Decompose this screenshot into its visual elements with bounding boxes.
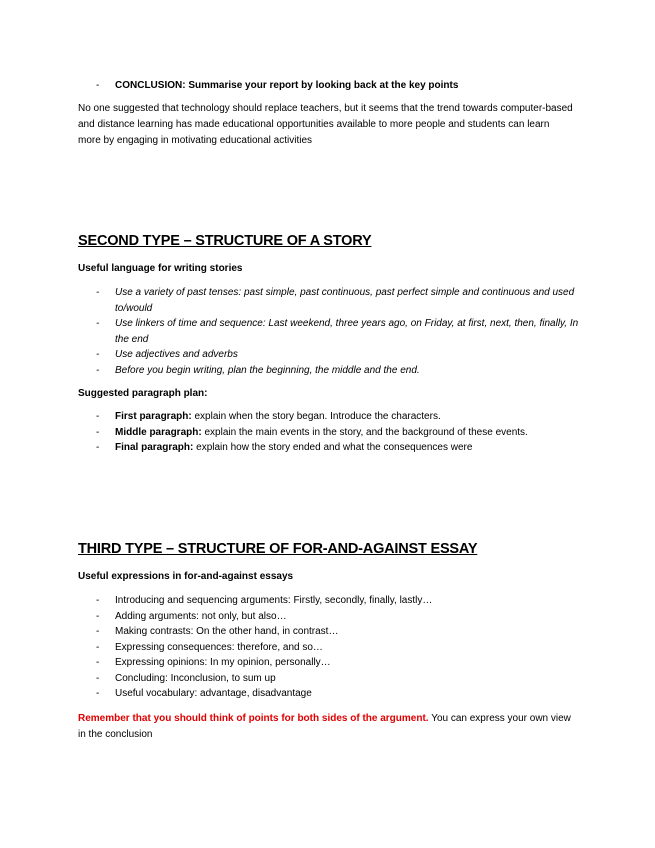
bullet-dash: - xyxy=(96,610,100,622)
story-section xyxy=(78,232,578,250)
language-item-text: Before you begin writing, plan the beginning, the middle and the end. xyxy=(115,364,420,376)
plan-item-text: explain when the story began. Introduce the characters. xyxy=(194,411,441,422)
expression-text: Useful vocabulary: advantage, disadvantage xyxy=(115,688,312,699)
essay-expressions-block xyxy=(78,570,578,584)
bullet-dash: - xyxy=(96,595,100,606)
conclusion-text: Summarise your report by looking back at the key points xyxy=(188,80,459,91)
story-plan-title: Suggested paragraph plan: xyxy=(78,388,208,399)
essay-expressions-title: Useful expressions in for-and-against essays xyxy=(78,571,294,582)
expression-text: Concluding: Inconclusion, to sum up xyxy=(115,672,276,684)
list-item xyxy=(78,78,578,94)
list-item xyxy=(78,671,578,687)
story-language-block xyxy=(78,262,578,276)
bullet-dash: - xyxy=(96,641,100,653)
list-item xyxy=(78,655,578,671)
language-item-text: Use a variety of past tenses: past simple, past continuous, past perfect simple and continuous and used to/would xyxy=(115,287,575,314)
essay-expressions-list xyxy=(78,593,578,702)
plan-item-label: Middle paragraph: xyxy=(115,426,202,438)
bullet-dash: - xyxy=(96,411,100,422)
bullet-dash: - xyxy=(96,672,100,684)
list-item xyxy=(78,425,598,441)
bullet-dash: - xyxy=(96,657,100,668)
conclusion-label: CONCLUSION: xyxy=(115,80,186,91)
conclusion-paragraph-block xyxy=(78,101,573,149)
list-item xyxy=(78,285,588,316)
conclusion-section xyxy=(78,78,578,94)
bullet-dash: - xyxy=(96,318,100,329)
conclusion-paragraph: No one suggested that technology should replace teachers, but it seems that the trend towards computer-based and distance learning has made educational opportunities available to more people and students can learn more by engaging in motivating educational activities xyxy=(78,103,573,146)
essay-note-rest: You can express your own view in the conclusion xyxy=(78,713,571,740)
plan-item-label: Final paragraph: xyxy=(115,442,194,453)
story-language-list xyxy=(78,285,588,378)
list-item xyxy=(78,363,588,379)
plan-item-text: explain how the story ended and what the consequences were xyxy=(196,442,473,453)
plan-item-label: First paragraph: xyxy=(115,411,192,422)
list-item xyxy=(78,609,578,625)
expression-text: Introducing and sequencing arguments: Firstly, secondly, finally, lastly… xyxy=(115,595,433,606)
story-plan-list xyxy=(78,409,598,456)
bullet-dash: - xyxy=(96,287,100,298)
list-item xyxy=(78,347,588,363)
bullet-dash: - xyxy=(96,349,100,360)
language-item-text: Use linkers of time and sequence: Last weekend, three years ago, on Friday, at first, next, then, finally, In the end xyxy=(115,318,579,345)
list-item xyxy=(78,593,578,609)
essay-note-block xyxy=(78,711,578,743)
bullet-dash: - xyxy=(96,688,100,699)
plan-item-text: explain the main events in the story, and the background of these events. xyxy=(204,426,528,438)
expression-text: Expressing consequences: therefore, and so… xyxy=(115,641,323,653)
language-item-text: Use adjectives and adverbs xyxy=(115,349,238,360)
essay-note-highlight: Remember that you should think of points for both sides of the argument. xyxy=(78,713,429,724)
bullet-dash: - xyxy=(96,364,100,376)
essay-section xyxy=(78,540,578,558)
bullet-dash: - xyxy=(96,80,100,91)
list-item xyxy=(78,409,598,425)
story-language-title: Useful language for writing stories xyxy=(78,263,243,274)
list-item xyxy=(78,440,598,456)
essay-heading: THIRD TYPE – STRUCTURE OF FOR-AND-AGAINST ESSAY xyxy=(78,541,478,557)
list-item xyxy=(78,624,578,640)
bullet-dash: - xyxy=(96,426,100,438)
story-heading: SECOND TYPE – STRUCTURE OF A STORY xyxy=(78,233,372,249)
story-plan-block xyxy=(78,387,578,401)
expression-text: Making contrasts: On the other hand, in contrast… xyxy=(115,626,339,637)
essay-note xyxy=(78,711,578,743)
expression-text: Expressing opinions: In my opinion, personally… xyxy=(115,657,331,668)
list-item xyxy=(78,686,578,702)
expression-text: Adding arguments: not only, but also… xyxy=(115,610,287,622)
bullet-dash: - xyxy=(96,442,100,453)
bullet-dash: - xyxy=(96,626,100,637)
list-item xyxy=(78,316,588,347)
list-item xyxy=(78,640,578,656)
